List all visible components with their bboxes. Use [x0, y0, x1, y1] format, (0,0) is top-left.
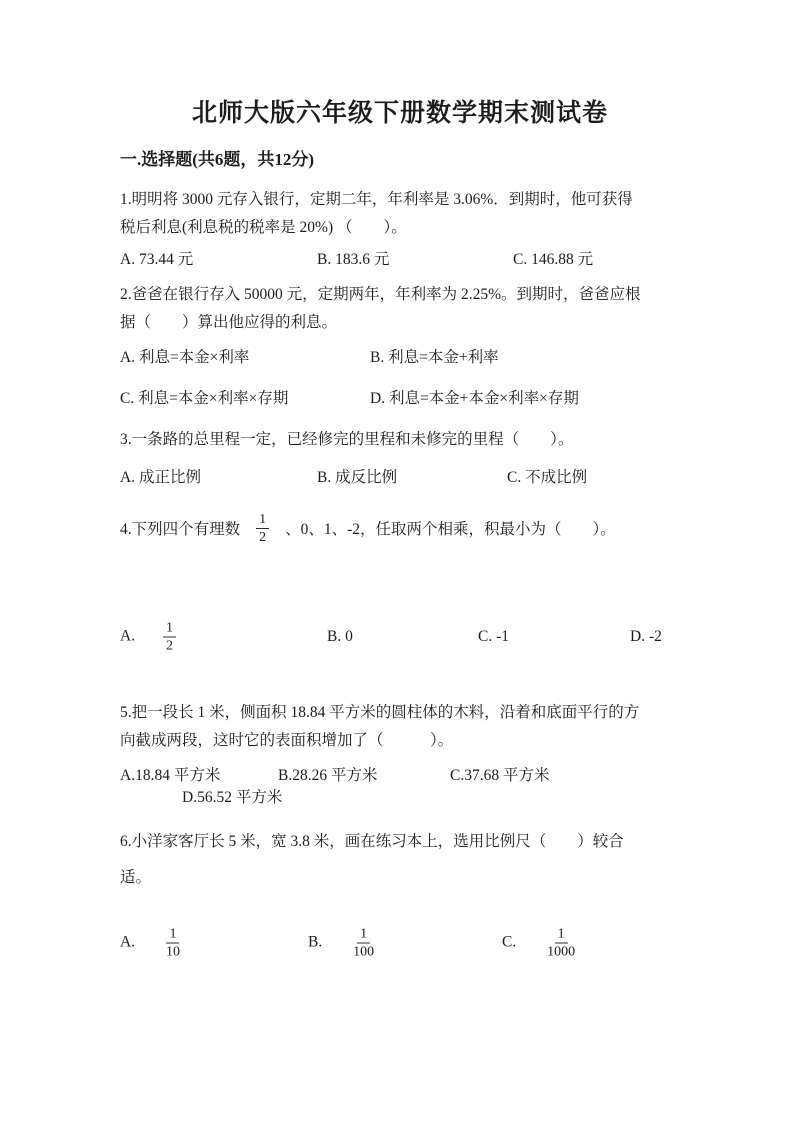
question-5-line-1: 5.把一段长 1 米，侧面积 18.84 平方米的圆柱体的木料，沿着和底面平行的方 — [120, 704, 640, 721]
question-6-options — [120, 918, 740, 968]
q1-option-a: A. 73.44 元 — [120, 251, 194, 268]
q6-option-b-label: B. — [308, 933, 323, 951]
q6-option-a-fraction: $\frac{1}{10}$ — [165, 926, 180, 960]
q6-option-a-label: A. — [120, 933, 136, 951]
question-6-line-1: 6.小洋家客厅长 5 米，宽 3.8 米，画在练习本上，选用比例尺（ ）较合 — [120, 833, 624, 850]
q6-option-b — [308, 926, 377, 961]
q2-option-a: A. 利息=本金×利率 — [120, 349, 250, 366]
question-4-options — [120, 613, 740, 661]
section-heading: 一.选择题(共6题，共12分) — [120, 150, 315, 169]
question-2-line-2: 据（ ）算出他应得的利息。 — [120, 314, 338, 331]
question-4-text — [120, 503, 616, 553]
q4-option-a-fraction: $\frac{1}{2}$ — [163, 620, 176, 655]
q6-option-a — [120, 926, 183, 961]
q3-option-a: A. 成正比例 — [120, 469, 201, 486]
q4-text-post: 、0、1、-2，任取两个相乘，积最小为（ ）。 — [285, 521, 616, 538]
question-2-line-1: 2.爸爸在银行存入 50000 元，定期两年，年利率为 2.25%。到期时，爸爸应根 — [120, 286, 641, 303]
q6-option-c — [502, 926, 578, 961]
question-6-line-2: 适。 — [120, 869, 152, 886]
q4-text-pre: 4.下列四个有理数 — [120, 521, 241, 538]
q5-option-c: C.37.68 平方米 — [450, 767, 550, 784]
q6-option-c-fraction: $\frac{1}{1000}$ — [547, 926, 576, 960]
q4-option-c: C. -1 — [478, 628, 509, 645]
q4-option-b: B. 0 — [327, 628, 353, 645]
question-3-options — [120, 467, 740, 489]
question-1-line-1: 1.明明将 3000 元存入银行，定期二年，年利率是 3.06%．到期时，他可获得 — [120, 191, 633, 208]
question-1-options — [120, 249, 740, 271]
q5-option-a: A.18.84 平方米 — [120, 767, 221, 784]
q4-fraction-one-half: $\frac{1}{2}$ — [256, 511, 269, 546]
q6-option-c-label: C. — [502, 933, 517, 951]
q2-option-d: D. 利息=本金+本金×利率×存期 — [370, 390, 579, 407]
q2-option-b: B. 利息=本金+利率 — [370, 349, 499, 366]
q2-option-c: C. 利息=本金×利率×存期 — [120, 390, 289, 407]
q1-option-c: C. 146.88 元 — [513, 251, 594, 268]
q4-option-d: D. -2 — [630, 628, 662, 645]
question-2-options-row-2 — [120, 388, 740, 410]
q5-option-d: D.56.52 平方米 — [182, 789, 283, 806]
question-5-options — [120, 765, 740, 787]
question-1-line-2: 税后利息(利息税的税率是 20%) （ ）。 — [120, 219, 407, 236]
question-5-option-d-row — [120, 787, 740, 809]
question-5-line-2: 向截成两段，这时它的表面积增加了（ ）。 — [120, 732, 454, 749]
q3-option-b: B. 成反比例 — [317, 469, 398, 486]
q3-option-c: C. 不成比例 — [507, 469, 588, 486]
q4-option-a — [120, 620, 176, 655]
q6-option-b-fraction: $\frac{1}{100}$ — [353, 926, 375, 960]
question-2-options-row-1 — [120, 347, 740, 369]
q4-option-a-label: A. — [120, 627, 136, 645]
paper-title: 北师大版六年级下册数学期末测试卷 — [191, 100, 608, 127]
question-3-line-1: 3.一条路的总里程一定，已经修完的里程和未修完的里程（ ）。 — [120, 431, 574, 448]
q1-option-b: B. 183.6 元 — [317, 251, 390, 268]
q5-option-b: B.28.26 平方米 — [278, 767, 378, 784]
